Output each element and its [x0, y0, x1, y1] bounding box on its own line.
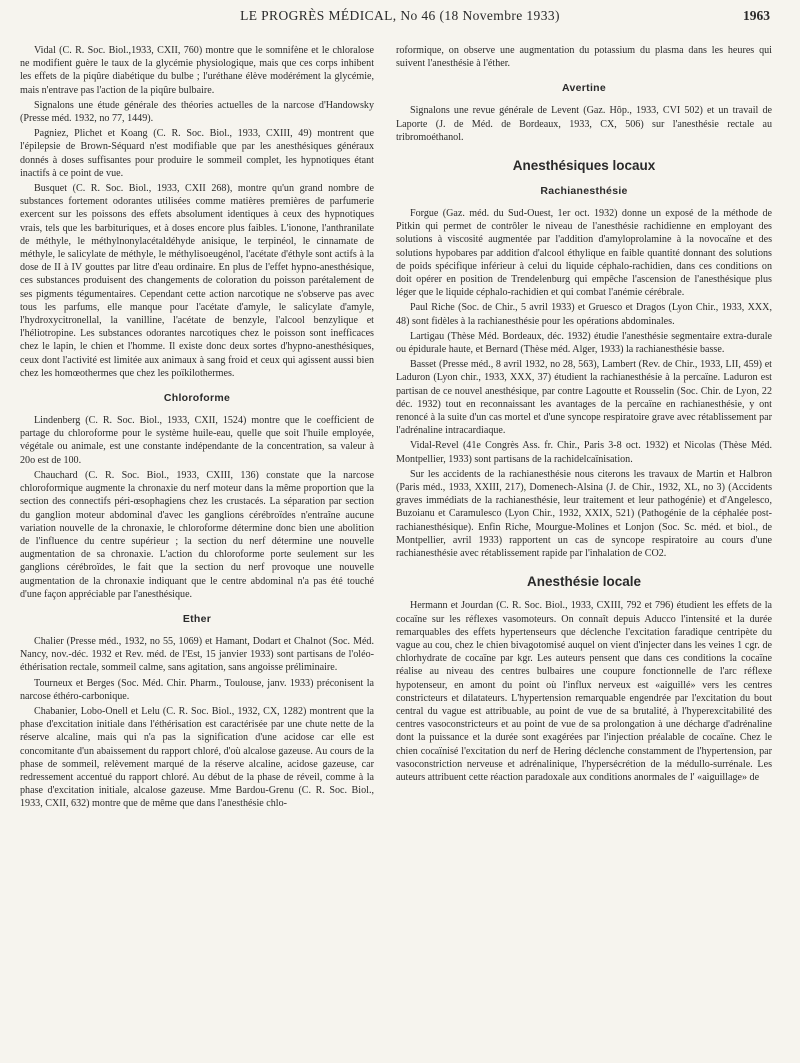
paragraph: Vidal-Revel (41e Congrès Ass. fr. Chir., Paris 3-8 oct. 1932) et Nicolas (Thèse Méd. Montpellier, 1933) sont partisans de la rachidelcaïnisation. — [396, 440, 772, 465]
paragraph: Sur les accidents de la rachianesthésie nous citerons les travaux de Martin et Halbron (Paris méd., 1933, XXIII, 217), Domenech-Alsina (J. de Chir., 1932, XL, no 3) (Accidents graves immédiats de la rachianesthésie, leur traitement et leur pathogénie) et d'Angelesco, Buzoianu et Caramulesco (Lyon Chir., 1932, XXIX, 521) (Pathogénie de la céphalée post-rachianesthésique). Enfin Riche, Mourgue-Molines et Lonjon (Soc. Sc. méd. et biol., de Montpellier, avril 1933) rapportent un cas de syncope respiratoire au cours d'une rachianesthésie avec rétablissement rapide par l'inhalation de CO2. — [396, 468, 772, 560]
paragraph: Chauchard (C. R. Soc. Biol., 1933, CXIII, 136) constate que la narcose chloroformique augmente la chronaxie du nerf moteur dans la même proportion que la section des connectifs péri-œsophagiens chez les crustacés. La séparation par section du ganglion moteur abdominal d'avec les ganglions cérébroïdes n'entraîne aucune variation nouvelle de la chronaxie, le chloroforme détermine donc bien une abolition de l'influence du centre supérieur ; la section du nerf détermine une nouvelle augmentation de sa chronaxie. L'action du chloroforme porte seulement sur les ganglions cérébroïdes, le fait que la section du nerf provoque une nouvelle augmentation de la chronaxie indiquant que le centre abdominal n'a pas été touché d'une façon appréciable par l'anesthésique. — [20, 469, 374, 600]
paragraph: Signalons une revue générale de Levent (Gaz. Hôp., 1933, CVI 502) et un travail de Laporte (J. de Méd. de Bordeaux, 1933, CX, 506) sur l'anesthésie rectale au tribromoéthanol. — [396, 105, 772, 143]
right-column — [396, 44, 772, 1054]
paragraph: Pagniez, Plichet et Koang (C. R. Soc. Biol., 1933, CXIII, 49) montrent que l'épilepsie de Brown-Séquard n'est modifiable que par les anesthésiques généraux donnés à doses suffisantes pour produire le sommeil complet, les hypnotiques étant inactifs à ce point de vue. — [20, 128, 374, 179]
paragraph: Forgue (Gaz. méd. du Sud-Ouest, 1er oct. 1932) donne un exposé de la méthode de Pitkin qui permet de contrôler le niveau de l'anesthésie rachidienne en employant des solutions à viscosité augmentée par l'addition d'amyloprolamine à la novocaïne et des solutions hypobares par addition d'alcool éthylique en faible quantité donnant des solutions de poids spécifique inférieur à celui du liquide céphalo-rachidien, dans ces conditions on doit opérer en position de Trendelenburg qui empêche l'ascension de l'anesthésique plus léger que le liquide céphalo-rachidien et qui combat l'anémie cérébrale. — [396, 208, 772, 299]
paragraph: Tourneux et Berges (Soc. Méd. Chir. Pharm., Toulouse, janv. 1933) préconisent la narcose éthéro-carbonique. — [20, 677, 374, 702]
paragraph: Signalons une étude générale des théories actuelles de la narcose d'Handowsky (Presse méd. 1932, no 77, 1449). — [20, 99, 374, 125]
paragraph: Chabanier, Lobo-Onell et Lelu (C. R. Soc. Biol., 1932, CX, 1282) montrent que la phase d'excitation initiale dans l'éthérisation est caractérisée par une chute nette de la réserve alcaline, mais qui n'a pas la signification d'une acidose car elle est concomitante d'un abaissement du rapport chloré, d'où alcalose gazeuse. Au cours de la phase de sommeil, relèvement marqué de la réserve alcaline, acidose gazeuse, car redressement accentué du rapport chloré. Au début de la phase de réveil, comme à la phase d'excitation initiale, alcalose gazeuse. Mme Bardou-Grenu (C. R. Soc. Biol., 1933, CXII, 632) montre que de même que dans l'anesthésie chlo- — [20, 705, 374, 810]
section-heading-ether: Ether — [182, 612, 212, 625]
paragraph: Chalier (Presse méd., 1932, no 55, 1069) et Hamant, Dodart et Chalnot (Soc. Méd. Nancy, nov.-déc. 1932 et Rev. méd. de l'Est, 15 janvier 1933) sont partisans de l'oléo-éthérisation rectale, sommeil calme, sans agitation, sans angoisse préliminaire. — [20, 635, 374, 674]
paragraph: Paul Riche (Soc. de Chir., 5 avril 1933) et Gruesco et Dragos (Lyon Chir., 1933, XXX, 48) sont fidèles à la rachianesthésie pour les opérations abdominales. — [396, 302, 772, 327]
paragraph: Busquet (C. R. Soc. Biol., 1933, CXII 268), montre qu'un grand nombre de substances fortement odorantes utilisées comme matières premières de parfumerie exercent sur les poissons des effets absolument identiques à ceux des hypnotiques vrais, tels que les barbituriques, et à doses encore plus faibles. L'ionone, l'anthranilate de méthyle, le méthylnonylacétaldéhyde anisique, le terpinéol, le cinnamate de méthyle, le salicylate de méthyle, le méthylisoeugénol, l'acétate d'éthyle sont actifs à la dose de II à IV gouttes par litre d'eau ordinaire. En plus de l'effet hypno-anesthésique, ces substances produisent des changements de coloration du poisson parétalement de ses pigments tégumentaires. Cependant cette action narcotique ne s'observe pas avec tous les parfums, elle manque pour l'acétate d'amyle, le salicylate d'amyle, l'hydroxycitronellal, la vanilline, l'acétate de benzyle, l'alcool benzylique et l'héliotropine. Les substances odorantes narcotiques chez le poisson sont inefficaces chez le lapin, le chien et l'homme. Il existe donc deux sortes d'hypno-anesthésiques, ceux dont l'activité est limitée aux animaux à sang froid et ceux qui agissent aussi bien chez les homœothermes que chez les poïkilothermes. — [20, 183, 374, 379]
left-column — [20, 44, 374, 1054]
section-heading-avertine: Avertine — [561, 82, 607, 95]
section-heading-rachianesthesie: Rachianesthésie — [540, 185, 628, 198]
paragraph: Lindenberg (C. R. Soc. Biol., 1933, CXII, 1524) montre que le coefficient de partage du chloroforme pour le système huile-eau, quelle que soit l'huile employée, végétale ou animale, est une constante indépendante de la concentration, sa valeur à 20o est de 100. — [20, 415, 374, 466]
paragraph: roformique, on observe une augmentation du potassium du plasma dans les heures qui suivent l'anesthésie à l'éther. — [396, 45, 772, 70]
paragraph: Hermann et Jourdan (C. R. Soc. Biol., 1933, CXIII, 792 et 796) étudient les effets de la cocaïne sur les réflexes vasomoteurs. On connaît depuis Aducco l'intensité et la durée remarquables des effets hypertenseurs que déclenche l'excitation faradique centripète du vague au cou, chez le chien bivagotomisé auquel on vient d'injecter dans les veines 1 cgr. de chlorhydrate de cocaïne par kgr. Les auteurs pensent que dans ces conditions la cocaïne réalise au niveau des centres bulbaires une coupure fonctionnelle de l'arc réflexe hypotenseur, en amont du point où l'influx nerveux est «aiguillé» vers les centres constricteurs et dilatateurs. L'hypertension remarquable engendrée par l'excitation du bout central du vague est attribuable, au point de vue de sa brutalité, à l'hyperexcitabilité des centres vasoconstricteurs et au point de vue de sa prolongation à une décharge d'adrénaline dont la puissance et la durée sont exagérées par l'injection préalable de cocaïne. Chez le chien cocaïnisé l'excitation du nerf de Hering déclenche constamment de l'hypertension, par vasoconstriction nerveuse et adrénalinique, l'hypersécrétion de la médullo-surrénale. Les auteurs attribuent cette réaction paradoxale aux conditions anormales de l' «aiguillage» de — [396, 600, 772, 783]
section-heading-anesthesie-locale: Anesthésie locale — [526, 574, 642, 590]
running-header — [0, 0, 800, 30]
paragraph: Lartigau (Thèse Méd. Bordeaux, déc. 1932) étudie l'anesthésie segmentaire extra-durale ou épidurale haute, et Bernard (Thèse méd. Alger, 1933) la rachianesthésie basse. — [396, 330, 772, 356]
journal-title: LE PROGRÈS MÉDICAL, No 46 (18 Novembre 1933) — [240, 8, 560, 23]
paragraph: Basset (Presse méd., 8 avril 1932, no 28, 563), Lambert (Rev. de Chir., 1933, LII, 459) et Laduron (Lyon chir., 1933, XXX, 37) étudient la rachianesthésie à la percaïne. Laduron est partisan de ce nouvel anesthésique, par contre Lagoutte et Rousselin (Soc. Chir. de Lyon, 22 déc. 1932) tout en reconnaissant les avantages de la percaïne en rachianesthésie, y ont renoncé à la suite d'un cas mortel et d'une syncope respiratoire grave avec rétablissement par l'adrénaline intracardiaque. — [396, 359, 772, 437]
section-heading-chloroforme: Chloroforme — [163, 392, 231, 405]
paragraph: Vidal (C. R. Soc. Biol.,1933, CXII, 760) montre que le somnifène et le chloralose ne modifient guère le taux de la glycémie physiologique, mais que ces corps inhibent les effets de la piqûre diabétique du bulbe ; l'uréthane élève modérément la glycémie, mais n'entrave pas l'action de la piqûre bulbaire. — [20, 45, 374, 96]
page-number: 1963 — [743, 8, 770, 23]
section-heading-anesthesiques-locaux: Anesthésiques locaux — [512, 158, 656, 174]
